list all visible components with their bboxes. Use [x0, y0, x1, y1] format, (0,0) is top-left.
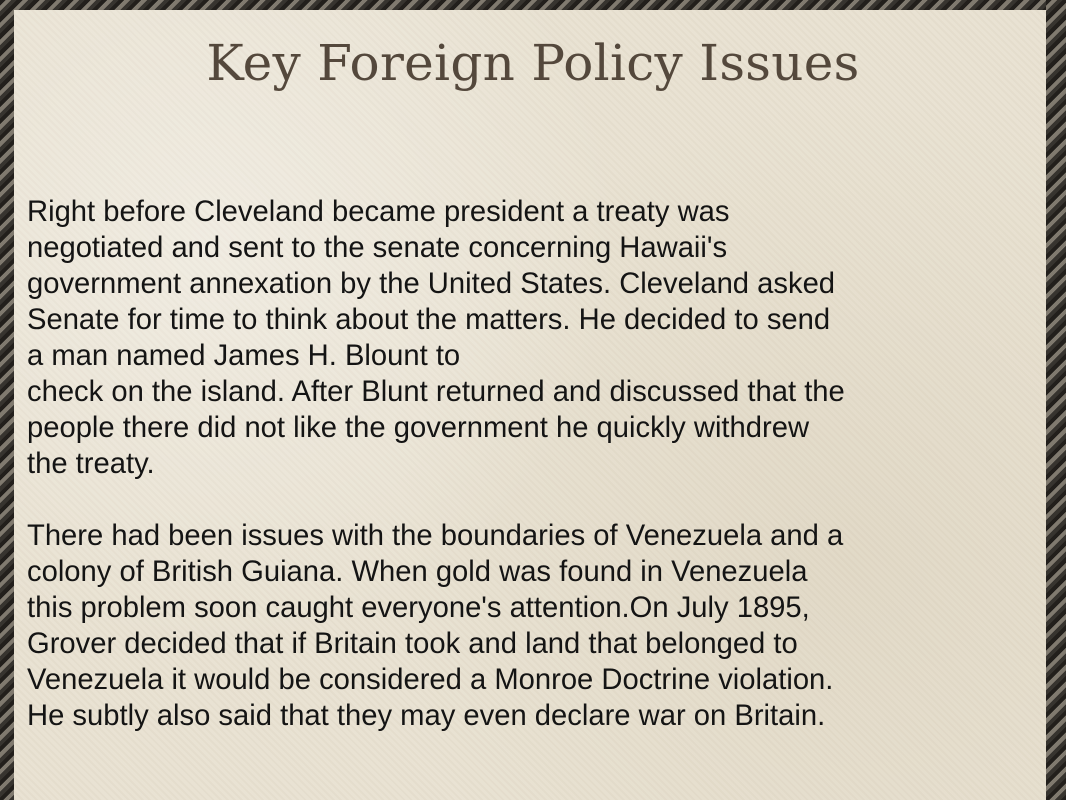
slide-frame-right	[1046, 0, 1066, 800]
paragraph-1-line: people there did not like the government he quickly withdrew	[27, 412, 810, 444]
slide-title: Key Foreign Policy Issues	[206, 34, 860, 92]
paragraph-1-line: government annexation by the United States. Cleveland asked	[27, 268, 836, 300]
paragraph-1-line: negotiated and sent to the senate concerning Hawaii's	[27, 232, 728, 264]
slide-body	[27, 194, 1042, 734]
paragraph-1-line: Right before Cleveland became president a treaty was	[27, 196, 730, 228]
slide-frame-left	[0, 0, 14, 800]
paragraph-2-line: Grover decided that if Britain took and land that belonged to	[27, 628, 798, 660]
paragraph-1-line: a man named James H. Blount to	[27, 340, 461, 372]
paragraph-2-line: He subtly also said that they may even declare war on Britain.	[27, 700, 826, 732]
paragraph-2-line: this problem soon caught everyone's attention.On July 1895,	[27, 592, 810, 624]
paragraph-2-line: Venezuela it would be considered a Monroe Doctrine violation.	[27, 664, 834, 696]
paragraph-1-line: check on the island. After Blunt returned and discussed that the	[27, 376, 845, 408]
paragraph-gap	[27, 482, 1042, 518]
paragraph-2-line: There had been issues with the boundaries of Venezuela and a	[27, 520, 844, 552]
paragraph-2-line: colony of British Guiana. When gold was found in Venezuela	[27, 556, 808, 588]
slide-frame-top	[0, 0, 1066, 10]
paragraph-1-line: the treaty.	[27, 448, 155, 480]
paragraph-1-line: Senate for time to think about the matters. He decided to send	[27, 304, 831, 336]
